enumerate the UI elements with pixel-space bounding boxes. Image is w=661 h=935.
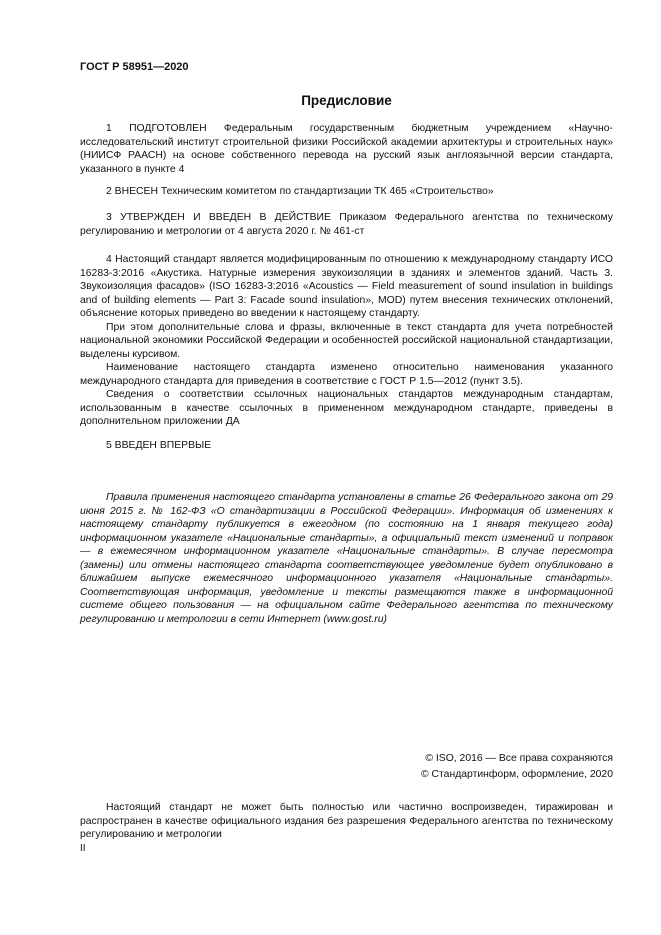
foreword-text: 1 ПОДГОТОВЛЕН Федеральным государственным бюджетным учреждением «Научно-исследовательский институт строительной физики Российской академии архитектуры и строительных наук» (НИИСФ РААСН) на основе собственного перевода на русский язык англоязычной версии стандарта, указанного в пункте 4 xyxy=(80,123,613,175)
foreword-text: Сведения о соответствии ссылочных национальных стандартов международным стандартам, использованным в качестве ссылочных в примененном международном стандарте, приведены в дополнительном приложении ДА xyxy=(80,389,613,427)
standard-code: ГОСТ Р 58951—2020 xyxy=(80,61,189,73)
foreword-item-4 xyxy=(80,253,613,429)
foreword-item-1 xyxy=(80,122,613,176)
foreword-text: Наименование настоящего стандарта изменено относительно наименования указанного международного стандарта для приведения в соответствие с ГОСТ Р 1.5—2012 (пункт 3.5). xyxy=(80,362,613,387)
foreword-text: 5 ВВЕДЕН ВПЕРВЫЕ xyxy=(106,440,212,451)
foreword-item-5 xyxy=(80,439,613,453)
copyright-iso: © ISO, 2016 — Все права сохраняются xyxy=(425,753,613,764)
foreword-text: При этом дополнительные слова и фразы, включенные в текст стандарта для учета потребностей национальной экономики Российской Федерации и особенностей российской национальной стандартизации, выделены курсивом. xyxy=(80,321,613,360)
notice-text: Правила применения настоящего стандарта установлены в статье 26 Федерального закона от 29 июня 2015 г. № 162-ФЗ «О стандартизации в Российской Федерации». Информация об изменениях к настоящему стандарту публикуется в ежегодном (по состоянию на 1 января текущего года) информационном указателе «Национальные стандарты», а официальный текст изменений и поправок — в ежемесячном информационном указателе «Национальные стандарты». В случае пересмотра (замены) или отмены настоящего стандарта соответствующее уведомление будет опубликовано в ближайшем выпуске ежемесячного информационного указателя «Национальные стандарты». Соответствующая информация, уведомление и тексты размещаются также в информационной системе общего пользования — на официальном сайте Федерального агентства по техническому регулированию и метрологии в сети Интернет (www.gost.ru) xyxy=(80,492,613,625)
foreword-text: 4 Настоящий стандарт является модифицированным по отношению к международному стандарту ИСО 16283-3:2016 «Акустика. Натурные измерения звукоизоляции в зданиях и элементов зданий. Часть 3. Звукоизоляция фасадов» (ISO 16283-3:2016 «Acoustics — Field measurement of sound insulation in buildings and of building elements — Part 3: Facade sound insulation», MOD) путем внесения технических отклонений, объяснение которых приведено во введении к настоящему стандарту. xyxy=(80,254,613,319)
page-number: II xyxy=(80,843,86,854)
reproduction-note xyxy=(80,801,613,842)
foreword-item-3 xyxy=(80,211,613,238)
foreword-item-2 xyxy=(80,185,613,199)
foreword-text: 3 УТВЕРЖДЕН И ВВЕДЕН В ДЕЙСТВИЕ Приказом Федерального агентства по техническому регулированию и метрологии от 4 августа 2020 г. № 461-ст xyxy=(80,212,613,237)
application-rules-notice xyxy=(80,491,613,626)
copyright-standartinform: © Стандартинформ, оформление, 2020 xyxy=(420,769,613,780)
foreword-text: 2 ВНЕСЕН Техническим комитетом по стандартизации ТК 465 «Строительство» xyxy=(106,186,494,197)
page-title: Предисловие xyxy=(301,93,392,108)
reproduction-text: Настоящий стандарт не может быть полностью или частично воспроизведен, тиражирован и распространен в качестве официального издания без разрешения Федерального агентства по техническому регулированию и метрологии xyxy=(80,802,613,840)
